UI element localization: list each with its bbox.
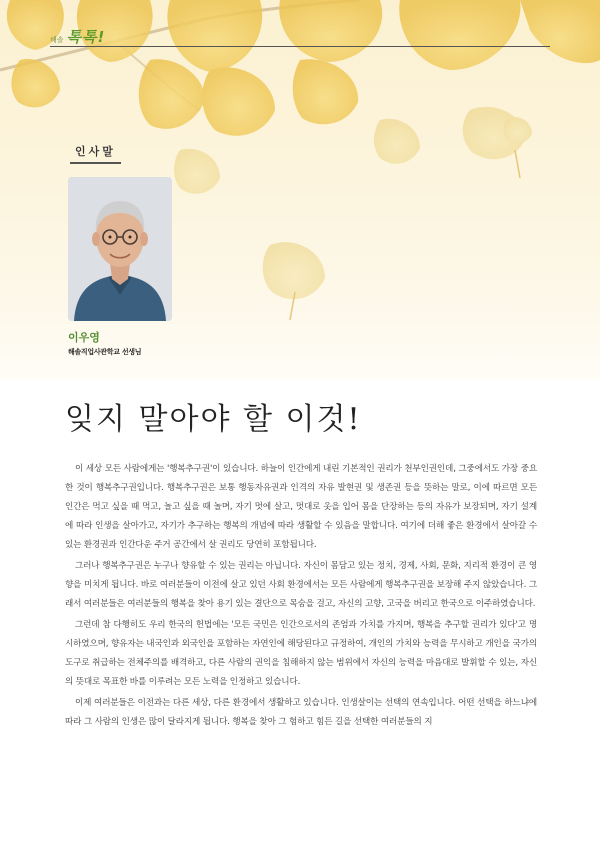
paragraph: 이제 여러분들은 이전과는 다른 세상, 다른 환경에서 생활하고 있습니다. 인생살이는 선택의 연속입니다. 어떤 선택을 하느냐에 따라 그 사람의 인생은 많이 달라지게 됩니다. 행복을 찾아 그 험하고 힘든 길을 선택한 여러분들의 지 xyxy=(65,698,537,727)
brand-small-text: 해솔 xyxy=(50,36,64,44)
brand-logo xyxy=(50,26,105,47)
section-label: 인사말 xyxy=(70,142,121,164)
paragraph: 그러나 행복추구권은 누구나 향유할 수 있는 권리는 아닙니다. 자신이 몸담고 있는 정치, 경제, 사회, 문화, 지리적 환경이 큰 영향을 미치게 됩니다. 바로 여러분들이 이전에 살고 있던 사회 환경에서는 모든 사람에게 행복추구권을 보장해 주지 않았습니다. 그래서 여러분들은 여러분들의 행복을 찾아 용기 있는 결단으로 목숨을 걸고, 자신의 고향, 고국을 버리고 한국으로 이주하였습니다. xyxy=(65,561,537,609)
paragraph: 그런데 참 다행히도 우리 한국의 헌법에는 '모든 국민은 인간으로서의 존엄과 가치를 가지며, 행복을 추구할 권리가 있다'고 명시하였으며, 향유자는 내국인과 외국인을 포함하는 자연인에 해당된다고 규정하여, 개인의 가치와 능력을 무시하고 개인을 국가의 도구로 취급하는 전체주의를 배격하고, 다른 사람의 권익을 침해하지 않는 범위에서 자신의 능력을 마음대로 발휘할 수 있는, 자신의 뜻대로 목표한 바를 이루려는 모든 노력을 인정하고 있습니다. xyxy=(65,620,537,687)
article-body xyxy=(65,460,537,734)
paragraph: 이 세상 모든 사람에게는 '행복추구권'이 있습니다. 하늘이 인간에게 내린 기본적인 권리가 천부인권인데, 그중에서도 가장 중요한 것이 행복추구권입니다. 행복추구권은 보통 행동자유권과 인격의 자유 발현권 및 생존권 등을 뜻하는 말로, 이에 따르면 모든 인간은 먹고 싶을 때 먹고, 놀고 싶을 때 놀며, 자기 멋에 살고, 멋대로 옷을 입어 몸을 단장하는 등의 자유가 보장되며, 자기 설계에 따라 인생을 살아가고, 자기가 추구하는 행복의 개념에 따라 생활할 수 있음을 말합니다. 여기에 더해 좋은 환경에서 살아갈 수 있는 환경권과 인간다운 주거 공간에서 살 권리도 당연히 포함됩니다. xyxy=(65,464,537,550)
brand-title: 톡톡! xyxy=(66,28,106,46)
article-title: 잊지 말아야 할 이것! xyxy=(65,402,362,437)
header-divider xyxy=(50,46,550,47)
author-name: 이우영 xyxy=(68,331,100,344)
author-role: 해솔직업사관학교 선생님 xyxy=(68,348,142,356)
hero-background xyxy=(0,0,600,380)
author-photo xyxy=(68,177,172,321)
